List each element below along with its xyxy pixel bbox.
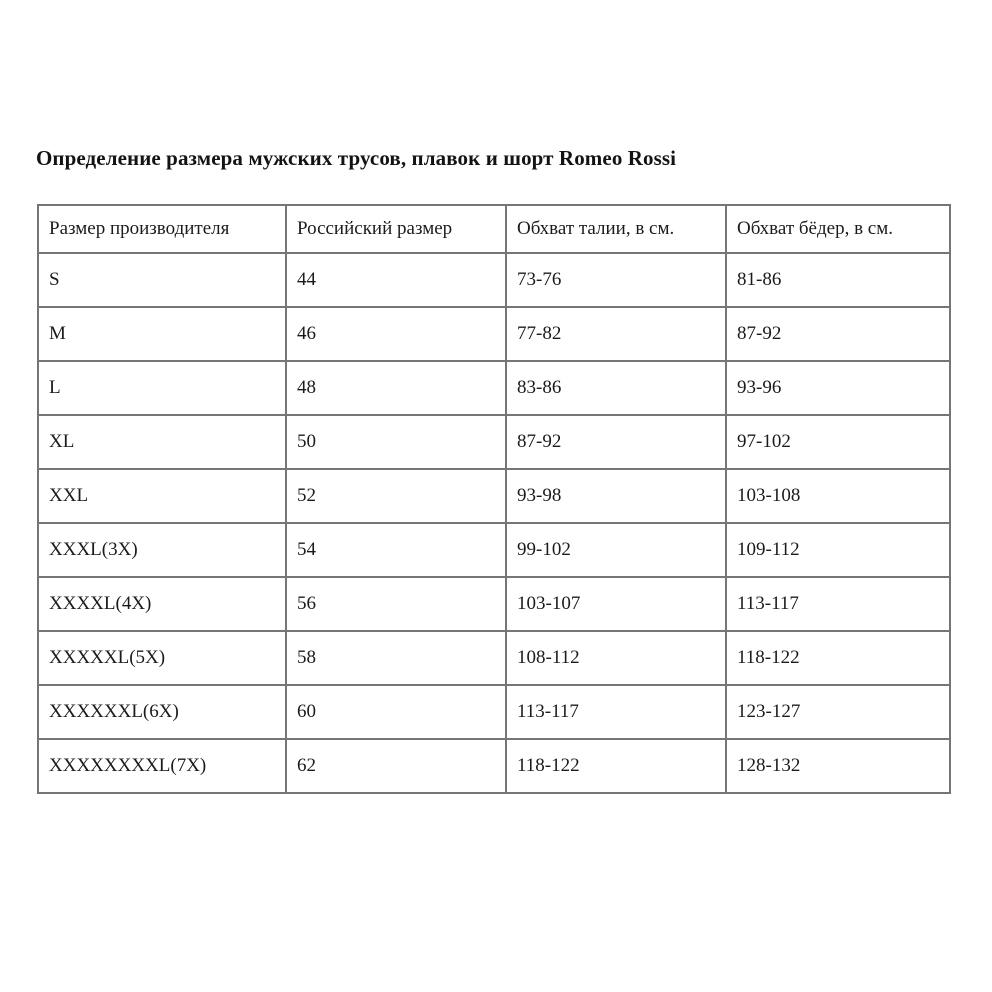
- size-table: [37, 204, 951, 794]
- table-cell: 108-112: [506, 631, 726, 685]
- table-cell: 46: [286, 307, 506, 361]
- table-cell: 54: [286, 523, 506, 577]
- table-cell: 60: [286, 685, 506, 739]
- table-cell: S: [38, 253, 286, 307]
- table-cell: 56: [286, 577, 506, 631]
- table-cell: 128-132: [726, 739, 950, 793]
- table-cell: M: [38, 307, 286, 361]
- table-cell: 81-86: [726, 253, 950, 307]
- table-cell: 87-92: [506, 415, 726, 469]
- table-cell: XXXXXXXXL(7X): [38, 739, 286, 793]
- table-cell: 44: [286, 253, 506, 307]
- table-cell: 113-117: [726, 577, 950, 631]
- table-cell: 83-86: [506, 361, 726, 415]
- table-cell: 50: [286, 415, 506, 469]
- table-row: [38, 469, 950, 523]
- table-cell: XXXL(3X): [38, 523, 286, 577]
- table-cell: 118-122: [726, 631, 950, 685]
- table-cell: L: [38, 361, 286, 415]
- table-row: [38, 307, 950, 361]
- table-cell: 97-102: [726, 415, 950, 469]
- table-cell: 123-127: [726, 685, 950, 739]
- table-row: [38, 415, 950, 469]
- table-cell: 118-122: [506, 739, 726, 793]
- table-row: [38, 361, 950, 415]
- table-cell: 113-117: [506, 685, 726, 739]
- column-header-waist: Обхват талии, в см.: [506, 205, 726, 253]
- table-cell: 93-98: [506, 469, 726, 523]
- table-row: [38, 631, 950, 685]
- table-cell: 109-112: [726, 523, 950, 577]
- table-cell: 58: [286, 631, 506, 685]
- column-header-hips: Обхват бёдер, в см.: [726, 205, 950, 253]
- table-cell: 87-92: [726, 307, 950, 361]
- table-cell: 62: [286, 739, 506, 793]
- table-cell: 52: [286, 469, 506, 523]
- table-cell: 103-108: [726, 469, 950, 523]
- table-row: [38, 523, 950, 577]
- table-row: [38, 739, 950, 793]
- table-body: [38, 253, 950, 793]
- table-row: [38, 577, 950, 631]
- column-header-manufacturer-size: Размер производителя: [38, 205, 286, 253]
- table-row: [38, 253, 950, 307]
- table-cell: XXXXXXL(6X): [38, 685, 286, 739]
- table-cell: 99-102: [506, 523, 726, 577]
- table-cell: XXXXL(4X): [38, 577, 286, 631]
- table-cell: XL: [38, 415, 286, 469]
- column-header-russian-size: Российский размер: [286, 205, 506, 253]
- page-title: Определение размера мужских трусов, плавок и шорт Romeo Rossi: [36, 146, 677, 170]
- table-cell: 103-107: [506, 577, 726, 631]
- table-cell: 93-96: [726, 361, 950, 415]
- table-header-row: [38, 205, 950, 253]
- table-cell: XXL: [38, 469, 286, 523]
- table-cell: 77-82: [506, 307, 726, 361]
- table-cell: 73-76: [506, 253, 726, 307]
- table-row: [38, 685, 950, 739]
- table-cell: XXXXXL(5X): [38, 631, 286, 685]
- table-cell: 48: [286, 361, 506, 415]
